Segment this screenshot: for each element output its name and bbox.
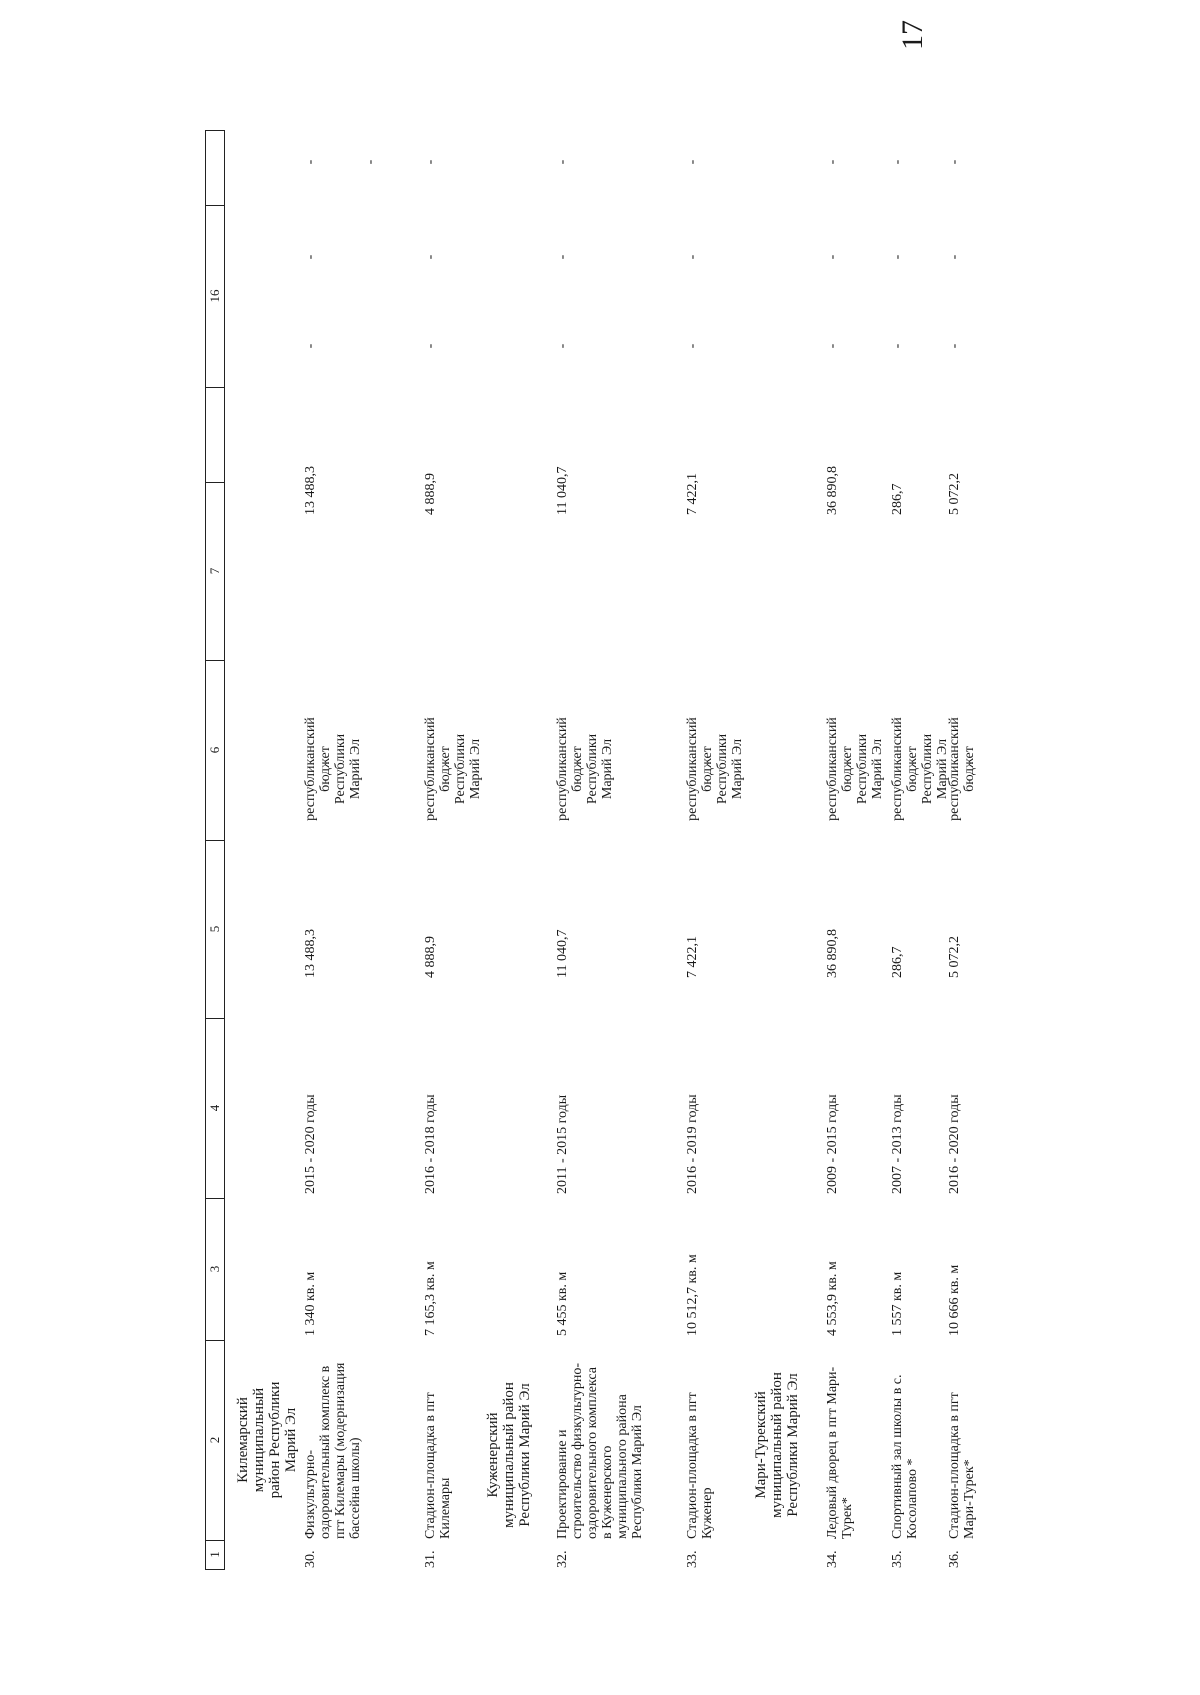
budget-source: республиканский бюджет Республики Марий Эл — [555, 717, 615, 821]
row-number: 31. — [423, 1550, 438, 1568]
value-col5: 13 488,3 — [303, 929, 318, 978]
object-name: Стадион-площадка в пгт Куженер — [685, 1392, 715, 1539]
col16-value: - — [555, 343, 570, 349]
page-number: 17 — [896, 20, 929, 50]
column-header: 1 — [206, 1540, 224, 1570]
value-col5: 36 890,8 — [825, 929, 840, 978]
object-name: Ледовый дворец в пгт Мари-Турек* — [825, 1366, 855, 1539]
area: 7 165,3 кв. м — [423, 1261, 438, 1336]
object-name: Проектирование и строительство физкультурно-оздоровительного комплекса в Куженерского муниципального района Республики Марий Эл — [555, 1362, 645, 1539]
area: 4 553,9 кв. м — [825, 1261, 840, 1336]
row-number: 32. — [555, 1550, 570, 1568]
col18-value: - — [303, 159, 318, 165]
col18-value: - — [555, 159, 570, 165]
value-col5: 286,7 — [890, 946, 905, 978]
value-col5: 5 072,2 — [947, 936, 962, 978]
budget-source: республиканский бюджет Республики Марий Эл — [890, 717, 950, 821]
value-col7: 36 890,8 — [825, 466, 840, 515]
col16-value: - — [825, 343, 840, 349]
row-number: 30. — [303, 1550, 318, 1568]
value-col7: 13 488,3 — [303, 466, 318, 515]
period: 2016 - 2018 годы — [423, 1094, 438, 1194]
col16-value: - — [947, 343, 962, 349]
col18-value: - — [685, 159, 700, 165]
budget-source: республиканский бюджет Республики Марий Эл — [685, 717, 745, 821]
col17-value: - — [890, 254, 905, 260]
period: 2011 - 2015 годы — [555, 1094, 570, 1194]
budget-source: республиканский бюджет Республики Марий Эл — [303, 717, 363, 821]
column-header: 7 — [206, 482, 224, 661]
col17-value: - — [555, 254, 570, 260]
area: 1 557 кв. м — [890, 1271, 905, 1336]
col16-value: - — [303, 343, 318, 349]
budget-source: республиканский бюджет — [947, 717, 977, 821]
col18-value: - — [825, 159, 840, 165]
value-col7: 7 422,1 — [685, 473, 700, 515]
col18-value: - — [890, 159, 905, 165]
value-col7: 286,7 — [890, 483, 905, 515]
column-header: 2 — [206, 1340, 224, 1541]
column-header: 4 — [206, 1018, 224, 1199]
row-number: 33. — [685, 1550, 700, 1568]
column-header: 16 — [206, 205, 224, 388]
col17-value: - — [947, 254, 962, 260]
section-heading: Куженерский муниципальный район Республики Марий Эл — [485, 1382, 533, 1528]
object-name: Стадион-площадка в пгт Килемары — [423, 1392, 453, 1539]
column-header: 6 — [206, 660, 224, 841]
period: 2007 - 2013 годы — [890, 1094, 905, 1194]
section-heading: Мари-Турекский муниципальный район Республики Марий Эл — [753, 1372, 801, 1518]
area: 5 455 кв. м — [555, 1271, 570, 1336]
col16-value: - — [685, 343, 700, 349]
value-col5: 11 040,7 — [555, 929, 570, 978]
value-col7: 11 040,7 — [555, 466, 570, 515]
value-col5: 4 888,9 — [423, 936, 438, 978]
col17-value: - — [303, 254, 318, 260]
col18-value: - — [423, 159, 438, 165]
column-header — [206, 387, 224, 483]
area: 1 340 кв. м — [303, 1271, 318, 1336]
column-header: 3 — [206, 1198, 224, 1341]
section-heading: Килемарский муниципальный район Республики Марий Эл — [235, 1381, 299, 1499]
column-header — [206, 130, 224, 206]
period: 2015 - 2020 годы — [303, 1094, 318, 1194]
col17-value: - — [685, 254, 700, 260]
row-number: 34. — [825, 1550, 840, 1568]
col16-value: - — [890, 343, 905, 349]
value-col7: 5 072,2 — [947, 473, 962, 515]
period: 2009 - 2015 годы — [825, 1094, 840, 1194]
object-name: Спортивный зал школы в с. Косолапово * — [890, 1374, 920, 1539]
data-table — [205, 130, 977, 1570]
col18-extra: - — [363, 159, 378, 165]
col16-value: - — [423, 343, 438, 349]
column-header: 5 — [206, 840, 224, 1019]
row-number: 36. — [947, 1550, 962, 1568]
area: 10 666 кв. м — [947, 1264, 962, 1336]
period: 2016 - 2020 годы — [947, 1094, 962, 1194]
area: 10 512,7 кв. м — [685, 1254, 700, 1336]
budget-source: республиканский бюджет Республики Марий Эл — [825, 717, 885, 821]
value-col7: 4 888,9 — [423, 473, 438, 515]
object-name: Стадион-площадка в пгт Мари-Турек* — [947, 1392, 977, 1539]
object-name: Физкультурно-оздоровительный комплекс в пгт Килемары (модернизация бассейна школы) — [303, 1362, 363, 1539]
value-col5: 7 422,1 — [685, 936, 700, 978]
period: 2016 - 2019 годы — [685, 1094, 700, 1194]
col18-value: - — [947, 159, 962, 165]
row-number: 35. — [890, 1550, 905, 1568]
col17-value: - — [423, 254, 438, 260]
header-row — [205, 130, 225, 1570]
budget-source: республиканский бюджет Республики Марий Эл — [423, 717, 483, 821]
col17-value: - — [825, 254, 840, 260]
